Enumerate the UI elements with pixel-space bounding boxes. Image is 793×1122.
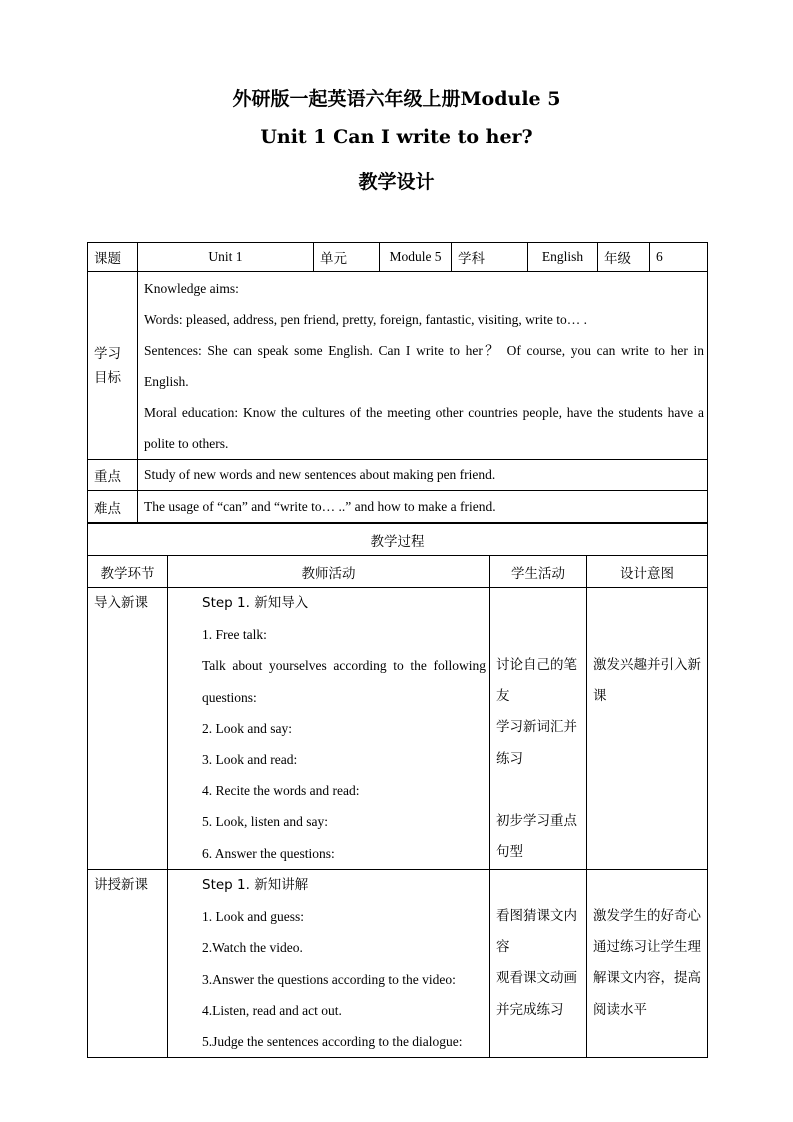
stage-new-lesson: 讲授新课 — [88, 870, 168, 1058]
unit-value: Module 5 — [380, 243, 452, 272]
design-intent: 激发兴趣并引入新课 — [593, 657, 701, 705]
teacher-activity-intro — [168, 588, 490, 870]
unit-label: 单元 — [314, 243, 380, 272]
header-student: 学生活动 — [490, 556, 587, 588]
student-activity-intro — [490, 588, 587, 870]
objective-line: Moral education: Know the cultures of the meeting other countries people, have the students have a polite to others. — [144, 404, 704, 451]
process-table — [87, 523, 708, 1058]
student-activity: 看图猜课文内容 — [496, 908, 577, 956]
key-point-text: Study of new words and new sentences about making pen friend. — [138, 460, 708, 491]
process-title: 教学过程 — [88, 524, 708, 556]
teacher-activity-new — [168, 870, 490, 1058]
key-point-label: 重点 — [88, 460, 138, 491]
teacher-step: 4. Recite the words and read: — [202, 783, 360, 799]
difficult-point-label: 难点 — [88, 491, 138, 523]
intent-new — [587, 870, 708, 1058]
teacher-step: 5.Judge the sentences according to the dialogue: — [202, 1034, 463, 1050]
info-table — [87, 242, 708, 523]
header-stage: 教学环节 — [88, 556, 168, 588]
grade-value: 6 — [650, 243, 708, 272]
teacher-step: 5. Look, listen and say: — [202, 814, 328, 830]
teacher-step: 3.Answer the questions according to the video: — [202, 971, 456, 987]
header-intent: 设计意图 — [587, 556, 708, 588]
teacher-step: 2. Look and say: — [202, 720, 292, 736]
teacher-step: 2.Watch the video. — [202, 940, 303, 956]
topic-value: Unit 1 — [138, 243, 314, 272]
teacher-step: 3. Look and read: — [202, 752, 298, 768]
design-intent: 激发学生的好奇心 — [593, 908, 701, 924]
intent-intro — [587, 588, 708, 870]
student-activity: 学习新词汇并练习 — [496, 719, 577, 767]
teacher-step: Step 1. 新知讲解 — [202, 877, 309, 893]
teacher-step: Step 1. 新知导入 — [202, 595, 309, 611]
subject-label: 学科 — [452, 243, 528, 272]
objective-line: Knowledge aims: — [144, 280, 239, 296]
topic-label: 课题 — [88, 243, 138, 272]
teacher-step: 6. Answer the questions: — [202, 845, 335, 861]
header-teacher: 教师活动 — [168, 556, 490, 588]
subject-value: English — [528, 243, 598, 272]
grade-label: 年级 — [598, 243, 650, 272]
student-activity: 观看课文动画并完成练习 — [496, 970, 577, 1018]
stage-intro: 导入新课 — [88, 588, 168, 870]
teacher-step: 1. Free talk: — [202, 627, 267, 643]
doc-title-line3: 教学设计 — [358, 171, 435, 193]
objective-line: Sentences: She can speak some English. Can I write to her？ Of course, you can write to her in English. — [144, 342, 704, 389]
student-activity: 初步学习重点句型 — [496, 812, 577, 861]
objective-line: Words: pleased, address, pen friend, pretty, foreign, fantastic, visiting, write to… . — [144, 311, 588, 327]
doc-title-line1: 外研版一起英语六年级上册Module 5 — [232, 88, 561, 110]
objectives-label: 学习 目标 — [88, 272, 138, 460]
teacher-step: Talk about yourselves according to the following questions: — [202, 658, 486, 705]
teacher-step: 4.Listen, read and act out. — [202, 1002, 342, 1018]
doc-title-line2: Unit 1 Can I write to her? — [260, 126, 533, 148]
design-intent: 通过练习让学生理解课文内容，提高阅读水平 — [593, 939, 701, 1018]
student-activity: 讨论自己的笔友 — [496, 657, 577, 705]
objectives-content — [138, 272, 708, 460]
difficult-point-text: The usage of “can” and “write to… ..” and how to make a friend. — [138, 491, 708, 523]
teacher-step: 1. Look and guess: — [202, 909, 304, 925]
student-activity-new — [490, 870, 587, 1058]
